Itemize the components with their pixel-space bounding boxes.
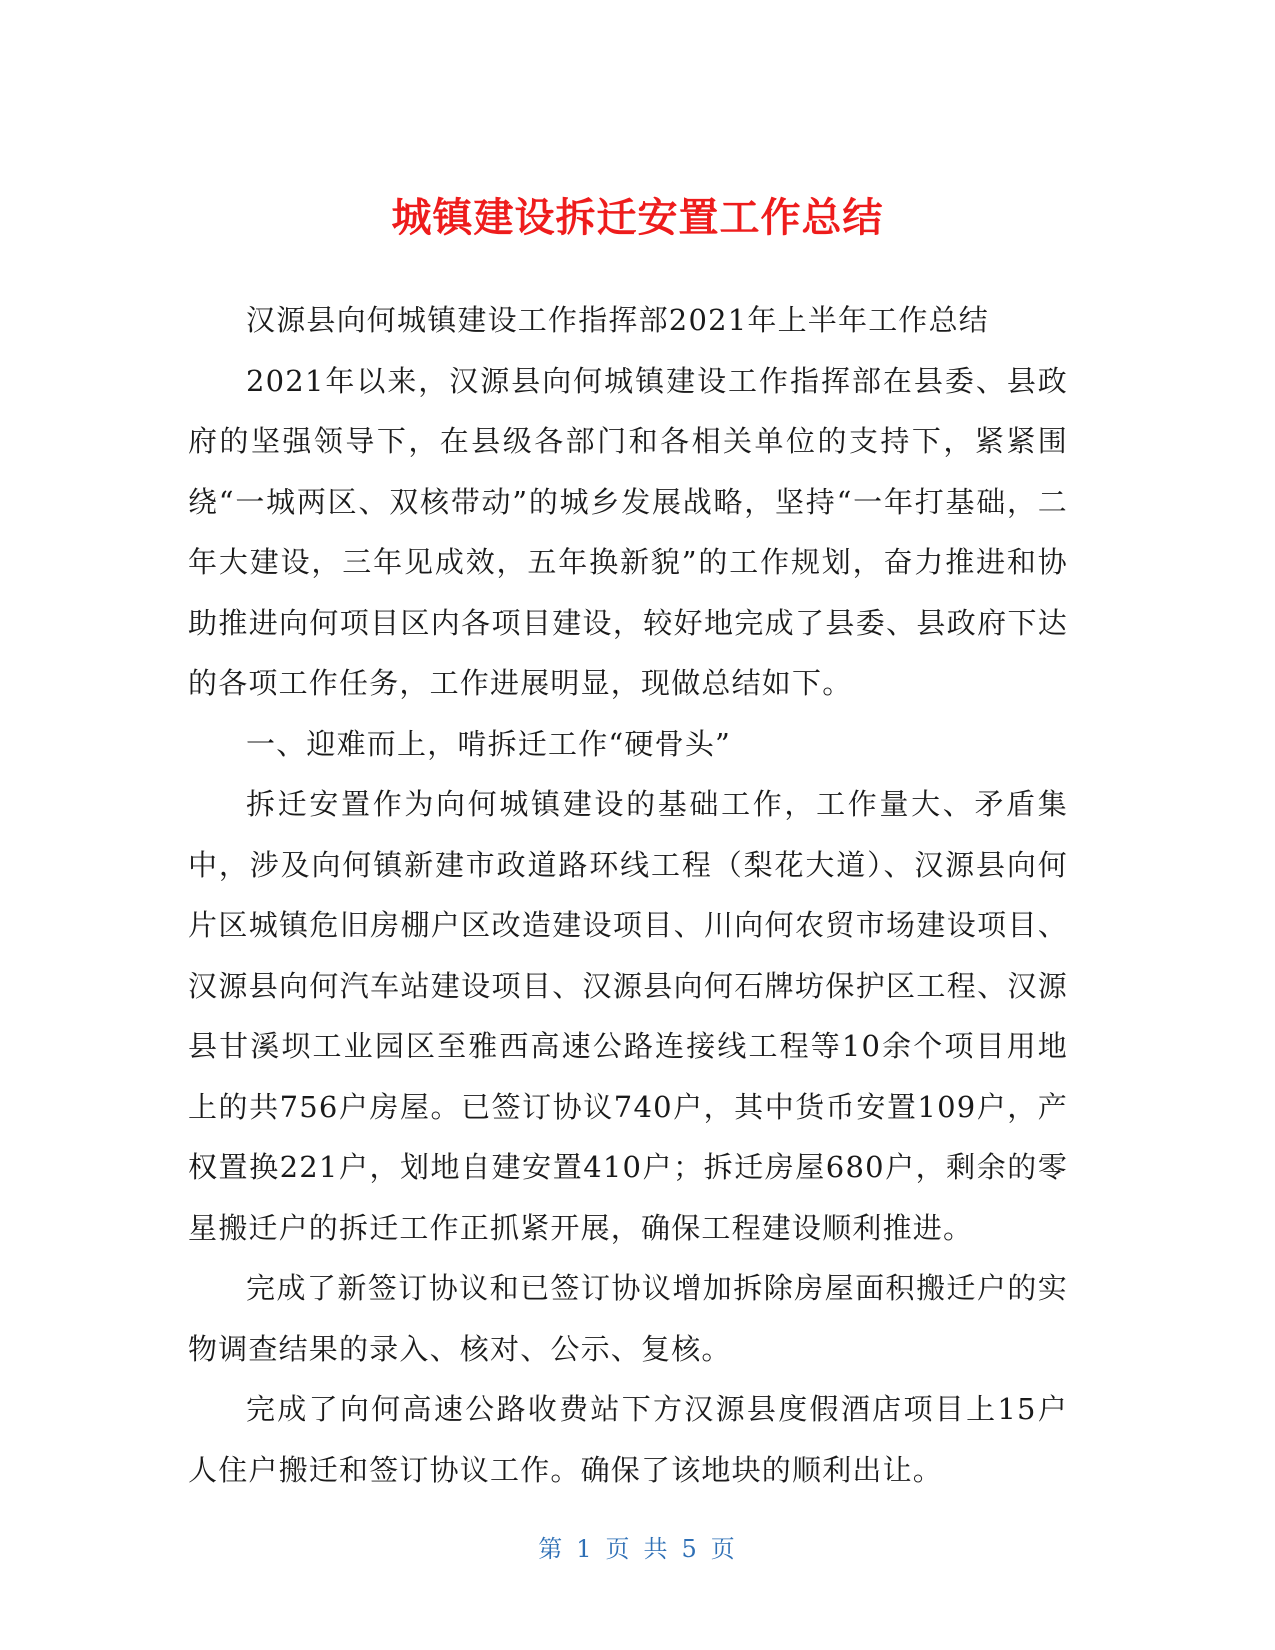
footer-prefix: 第 [538,1535,565,1563]
footer-current-page: 1 [576,1535,594,1563]
document-body [188,290,1068,1500]
paragraph-survey: 完成了新签订协议和已签订协议增加拆除房屋面积搬迁户的实物调查结果的录入、核对、公示、复核。 [188,1271,1068,1366]
paragraph-hotel-project: 完成了向何高速公路收费站下方汉源县度假酒店项目上15户人住户搬迁和签订协议工作。确保了该地块的顺利出让。 [188,1392,1068,1487]
paragraph-relocation: 拆迁安置作为向何城镇建设的基础工作，工作量大、矛盾集中，涉及向何镇新建市政道路环线工程（梨花大道）、汉源县向何片区城镇危旧房棚户区改造建设项目、川向何农贸市场建设项目、汉源县向何汽车站建设项目、汉源县向何石牌坊保护区工程、汉源县甘溪坝工业园区至雅西高速公路连接线工程等10余个项目用地上的共756户房屋。已签订协议740户，其中货币安置109户，产权置换221户，划地自建安置410户；拆迁房屋680户，剩余的零星搬迁户的拆迁工作正抓紧开展，确保工程建设顺利推进。 [188,787,1068,1245]
footer-total-word: 共 [643,1535,670,1563]
page-footer [0,1534,1275,1564]
section-heading-1: 一、迎难而上，啃拆迁工作“硬骨头” [246,726,732,761]
footer-total-pages: 5 [681,1535,699,1563]
paragraph-intro: 2021年以来，汉源县向何城镇建设工作指挥部在县委、县政府的坚强领导下，在县级各部门和各相关单位的支持下，紧紧围绕“一城两区、双核带动”的城乡发展战略，坚持“一年打基础，二年大建设，三年见成效，五年换新貌”的工作规划，奋力推进和协助推进向何项目区内各项目建设，较好地完成了县委、县政府下达的各项工作任务，工作进展明显，现做总结如下。 [188,363,1068,700]
document-title: 城镇建设拆迁安置工作总结 [391,194,884,241]
paragraph-heading: 汉源县向何城镇建设工作指挥部2021年上半年工作总结 [246,303,990,337]
footer-suffix: 页 [710,1535,737,1563]
footer-page-word: 页 [605,1535,632,1563]
